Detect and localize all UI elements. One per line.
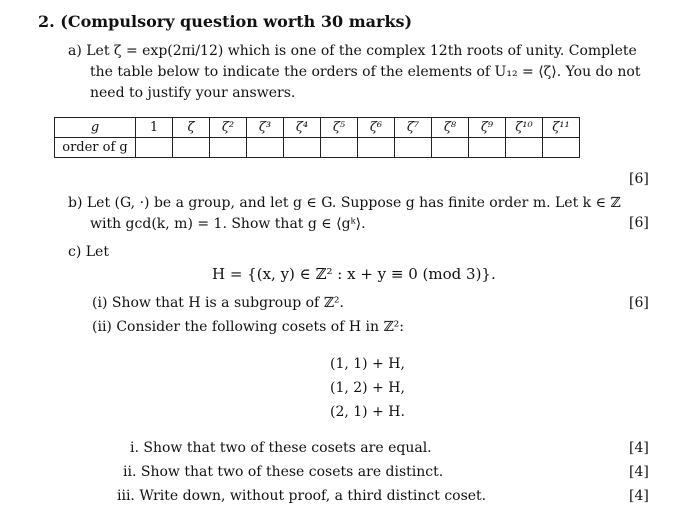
item-ii: ii. Show that two of these cosets are distinct. bbox=[123, 464, 444, 480]
sub-question-i-marks: [6] bbox=[629, 295, 649, 311]
coset-2: (1, 2) + H, bbox=[330, 380, 405, 396]
table-cell-element: ζ³ bbox=[247, 118, 284, 138]
table-header-g: g bbox=[55, 118, 136, 138]
part-b-line-1: b) Let (G, ·) be a group, and let g ∈ G. Suppose g has finite order m. Let k ∈ ℤ bbox=[68, 195, 621, 211]
order-answer-cell[interactable] bbox=[321, 138, 358, 158]
order-answer-cell[interactable] bbox=[395, 138, 432, 158]
order-answer-cell[interactable] bbox=[210, 138, 247, 158]
item-iii: iii. Write down, without proof, a third distinct coset. bbox=[117, 488, 487, 504]
table-cell-element: ζ⁷ bbox=[395, 118, 432, 138]
order-answer-cell[interactable] bbox=[358, 138, 395, 158]
table-row-orders bbox=[55, 138, 580, 158]
table-header-order: order of g bbox=[55, 138, 136, 158]
table-cell-element: ζ⁶ bbox=[358, 118, 395, 138]
table-cell-element: ζ⁹ bbox=[469, 118, 506, 138]
part-b-marks: [6] bbox=[629, 215, 649, 231]
table-cell-element: ζ¹⁰ bbox=[506, 118, 543, 138]
part-a-line-1: a) Let ζ = exp(2πi/12) which is one of the complex 12th roots of unity. Complete bbox=[68, 43, 637, 59]
table-cell-element: 1 bbox=[136, 118, 173, 138]
order-answer-cell[interactable] bbox=[173, 138, 210, 158]
table-cell-element: ζ² bbox=[210, 118, 247, 138]
table-cell-element: ζ⁵ bbox=[321, 118, 358, 138]
sub-question-ii: (ii) Consider the following cosets of H in ℤ²: bbox=[92, 319, 405, 335]
table-cell-element: ζ⁸ bbox=[432, 118, 469, 138]
order-answer-cell[interactable] bbox=[432, 138, 469, 158]
item-i-marks: [4] bbox=[629, 440, 649, 456]
table-row-elements bbox=[55, 118, 580, 138]
part-c-intro: c) Let bbox=[68, 244, 109, 260]
item-iii-marks: [4] bbox=[629, 488, 649, 504]
coset-1: (1, 1) + H, bbox=[330, 356, 405, 372]
part-a-line-2: the table below to indicate the orders of the elements of U₁₂ = ⟨ζ⟩. You do not bbox=[90, 64, 641, 80]
sub-question-i: (i) Show that H is a subgroup of ℤ². bbox=[92, 295, 344, 311]
order-answer-cell[interactable] bbox=[284, 138, 321, 158]
question-title: 2. (Compulsory question worth 30 marks) bbox=[38, 12, 413, 31]
item-i: i. Show that two of these cosets are equal. bbox=[130, 440, 432, 456]
part-b-line-2: with gcd(k, m) = 1. Show that g ∈ ⟨gᵏ⟩. bbox=[90, 216, 366, 232]
part-a-marks: [6] bbox=[629, 171, 649, 187]
item-ii-marks: [4] bbox=[629, 464, 649, 480]
coset-3: (2, 1) + H. bbox=[330, 404, 405, 420]
order-answer-cell[interactable] bbox=[469, 138, 506, 158]
table-cell-element: ζ¹¹ bbox=[543, 118, 580, 138]
table-cell-element: ζ⁴ bbox=[284, 118, 321, 138]
table-cell-element: ζ bbox=[173, 118, 210, 138]
order-answer-cell[interactable] bbox=[506, 138, 543, 158]
part-a-line-3: need to justify your answers. bbox=[90, 85, 296, 101]
order-answer-cell[interactable] bbox=[247, 138, 284, 158]
order-answer-cell[interactable] bbox=[543, 138, 580, 158]
set-h-equation: H = {(x, y) ∈ ℤ² : x + y ≡ 0 (mod 3)}. bbox=[212, 265, 496, 283]
orders-table bbox=[54, 117, 580, 158]
order-answer-cell[interactable] bbox=[136, 138, 173, 158]
